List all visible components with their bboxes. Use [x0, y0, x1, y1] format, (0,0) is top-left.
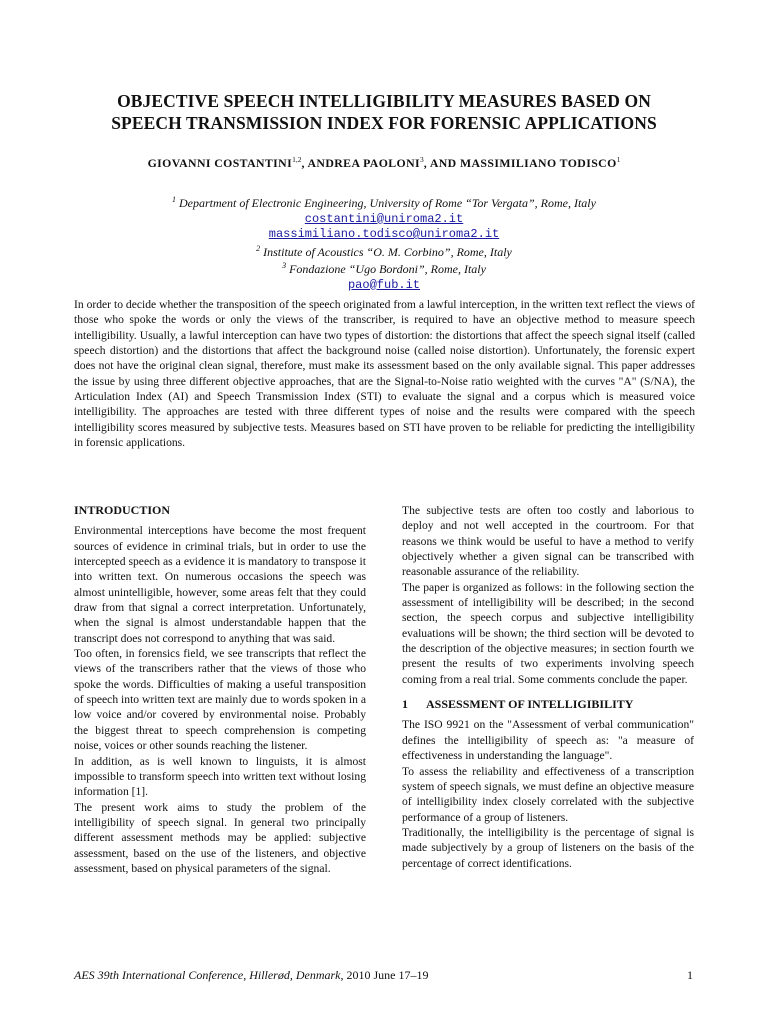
section-number: 1 [402, 697, 408, 712]
affiliation-3: $^3$ Fondazione “Ugo Bordoni”, Rome, Italy [282, 261, 486, 276]
section-heading-introduction: INTRODUCTION [74, 503, 171, 517]
page-number: 1 [687, 968, 693, 982]
author-1-affiliation-marks: 1,2 [292, 155, 302, 164]
intro-paragraph-2: Too often, in forensics field, we see transcripts that reflect the views of the transcribers rather that the views of those who spoke the words. Difficulties of making a useful transposition of speech into written text are mainly due to words spoken in a low voice and/or covered by environmental noise. Probably the biggest threat to speech comprehension is competing noise, voices or other sounds reaching the listener. [74, 647, 366, 753]
author-3-affiliation-mark: 1 [616, 155, 621, 164]
assessment-paragraph-2: To assess the reliability and effectiveness of a transcription system of speech signals, we must define an objective measure of intelligibility index closely correlated with the subjective performance of a group of listeners. [402, 764, 694, 824]
author-list [60, 155, 708, 171]
paper-title [60, 90, 708, 134]
intro-paragraph-3: In addition, as is well known to linguists, it is almost impossible to transform speech into written text without losing information [1]. [74, 754, 366, 799]
section-heading-assessment [402, 697, 694, 712]
affiliation-2: $^2$ Institute of Acoustics “O. M. Corbino”, Rome, Italy [256, 243, 512, 259]
author-2-name: , ANDREA PAOLONI [301, 155, 421, 170]
footer-conference: AES 39th International Conference, Hillerød, Denmark, [74, 968, 344, 982]
footer-date: 2010 June 17–19 [343, 968, 429, 982]
author-3-name: , AND MASSIMILIANO TODISCO [423, 155, 617, 170]
right-paragraph-2: The paper is organized as follows: in the following section the assessment of intelligibility will be described; in the second section, the speech corpus and subjective intelligibility evaluations will be shown; the third section will be devoted to the description of the objective measures; in section fourth we present the results of two experiments involving speech coming from a real trial. Some comments conclude the paper. [402, 580, 694, 686]
intro-paragraph-1: Environmental interceptions have become the most frequent sources of evidence in criminal trials, but in order to use the intercepted speech as a evidence it is mandatory to transpose it into written text. On numerous occasions the speech was almost unintelligible, however, some areas felt that they could draw from that signal a correct interpretation. Unfortunately, when the signal is almost understandable happen that the transcript does not correspond to anything that was said. [74, 524, 366, 645]
email-link-paoloni[interactable]: pao@fub.it [347, 277, 420, 292]
email-link-todisco[interactable]: massimiliano.todisco@uniroma2.it [268, 227, 500, 241]
right-paragraph-1: The subjective tests are often too costly and laborious to deploy and not well accepted in the courtroom. For that reasons we think would be useful to have a method to verify objectively whether a given signal can be transcribed with reasonable assurance of the reliability. [402, 504, 694, 579]
assessment-paragraph-3: Traditionally, the intelligibility is the percentage of signal is made subjectively by a group of listeners on the basis of the percentage of correct identifications. [402, 825, 694, 870]
assessment-paragraph-1: The ISO 9921 on the "Assessment of verbal communication" defines the intelligibility of speech as: "a measure of effectiveness in understanding the language". [402, 718, 694, 763]
intro-paragraph-4: The present work aims to study the problem of the intelligibility of speech signal. In general two principally different assessment methods may be applied: subjective assessment, based on the use of the listeners, and objective assessment, based on physical parameters of the signal. [74, 800, 366, 875]
section-title: ASSESSMENT OF INTELLIGIBILITY [426, 697, 634, 712]
page-footer [74, 968, 695, 983]
title-line-1: OBJECTIVE SPEECH INTELLIGIBILITY MEASURES BASED ON [117, 91, 651, 111]
author-1-name: GIOVANNI COSTANTINI [147, 155, 293, 170]
abstract: In order to decide whether the transposition of the speech originated from a lawful interception, in the written text reflect the views of those who spoke the words or only the views of the transcriber, is required to have an objective method to measure speech intelligibility. Usually, a lawful interception can have two types of distortion: the distortions that affect the speech signal itself (called speech distortion) and the distortions that affect the background noise (called noise distortion). Unfortunately, the forensic expert does not have the original clean signal, therefore, must make its assessment based on the only available signal. This paper addresses the issue by using three different objective approaches, that are the Signal-to-Noise ratio weighted with the curves "A" (S/NA), the Articulation Index (AI) and Speech Transmission Index (STI) to evaluate the signal and a corpus which is measured voice intelligibility. The approaches are tested with three different types of noise and the results were compared with the speech intelligibility scores measured by subjective tests. Measures based on STI have proven to be reliable for predicting the intelligibility in forensic applications. [74, 298, 695, 450]
right-column [402, 503, 694, 871]
affiliations [60, 193, 708, 292]
title-line-2: SPEECH TRANSMISSION INDEX FOR FORENSIC APPLICATIONS [111, 113, 657, 133]
left-column [74, 503, 366, 876]
affiliation-1: $^1$ Department of Electronic Engineering, University of Rome “Tor Vergata”, Rome, Italy [172, 195, 596, 210]
author-2-affiliation-mark: 3 [420, 155, 424, 164]
email-link-costantini[interactable]: costantini@uniroma2.it [304, 211, 464, 226]
